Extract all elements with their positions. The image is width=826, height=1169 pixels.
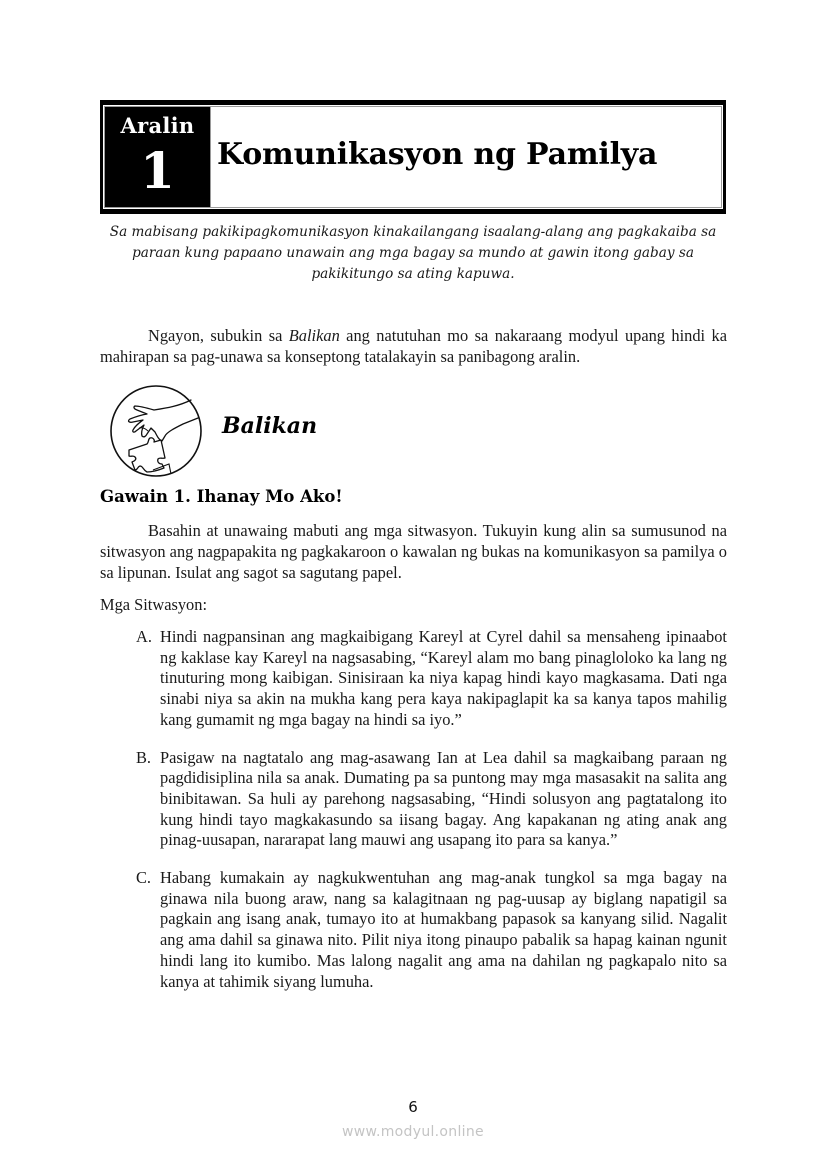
activity-instructions: Basahin at unawaing mabuti ang mga sitwasyon. Tukuyin kung alin sa sumusunod na sitwasyon ang nagpapakita ng pagkakaroon o kawalan ng bukas na komunikasyon sa pamilya o sa lipunan. Isulat ang sagot sa sagutang papel. <box>100 521 727 582</box>
intro-text-before: Ngayon, subukin sa <box>148 326 289 345</box>
lesson-header-inner <box>104 106 722 208</box>
situations-label: Mga Sitwasyon: <box>100 595 207 614</box>
lesson-title-cell <box>211 107 721 207</box>
watermark: www.modyul.online <box>342 1124 484 1140</box>
situation-letter: B. <box>136 747 152 767</box>
lesson-label-cell <box>105 107 211 207</box>
section-title-balikan: Balikan <box>222 413 318 439</box>
activity-title: Gawain 1. Ihanay Mo Ako! <box>100 487 343 506</box>
intro-paragraph <box>100 325 727 367</box>
hand-puzzle-svg <box>109 384 203 478</box>
situation-text: Habang kumakain ay nagkukwentuhan ang mag-anak tungkol sa mga bagay na ginawa nila buong araw, nang sa kalagitnaan ng pag-uusap ay biglang napatigil sa pagkain ang isang anak, tumayo ito at humakbang papasok sa kanyang silid. Nagalit ang ama dahil sa ginawa nito. Pilit niya itong pinaupo pabalik sa hapag kainan ngunit hindi lang ito kumibo. Mas lalong nagalit ang ama na dahilan ng pagkapalo nito sa kanya at tahimik siyang lumuha. <box>160 868 727 991</box>
hand-puzzle-piece-icon <box>109 384 203 478</box>
situation-item <box>136 627 727 731</box>
lesson-header <box>100 100 726 214</box>
page-number: 6 <box>408 1098 418 1116</box>
situations-list <box>136 627 727 1009</box>
lesson-title: Komunikasyon ng Pamilya <box>217 136 658 172</box>
lesson-quote: Sa mabisang pakikipagkomunikasyon kinakailangang isaalang-alang ang pagkakaiba sa paraan kung papaano unawain ang mga bagay sa mundo at gawin itong gabay sa pakikitungo sa ating kapuwa. <box>109 224 717 282</box>
lesson-number: 1 <box>140 141 175 200</box>
intro-emphasis: Balikan <box>288 326 340 345</box>
situation-text: Pasigaw na nagtatalo ang mag-asawang Ian at Lea dahil sa magkaibang paraan ng pagdidisiplina nila sa anak. Dumating pa sa puntong may mga masasakit na salita ang binibitawan. Sa huli ay parehong nagsasabing, “Hindi solusyon ang pagtatalong ito kung hindi tayo magkakasundo sa iisang bagay. Ang kapakanan ng ating anak ang pinag-uusapan, nararapat lang mauwi ang usapang ito para sa kanya.” <box>160 747 727 850</box>
situation-item <box>136 868 727 992</box>
intro-text-after: ang natutuhan mo sa nakaraang modyul upang hindi ka mahirapan sa pag-unawa sa konseptong tatalakayin sa panibagong aralin. <box>100 326 727 366</box>
lesson-label: Aralin <box>120 113 195 138</box>
situation-text: Hindi nagpansinan ang magkaibigang Kareyl at Cyrel dahil sa mensaheng ipinaabot ng kaklase kay Kareyl na nagsasabing, “Kareyl alam mo bang pinagloloko ka lang ng tinuturing mong kaibigan. Sinisiraan ka niya kapag hindi kayo magkasama. Dati nga sinabi niya sa akin na mukha kang pera kaya nakipaglapit ka sa kanya tapos mahilig kang gumamit ng mga bagay na hindi sa iyo.” <box>160 627 727 729</box>
situation-letter: A. <box>136 627 152 646</box>
situation-letter: C. <box>136 868 152 888</box>
situation-item <box>136 748 727 852</box>
